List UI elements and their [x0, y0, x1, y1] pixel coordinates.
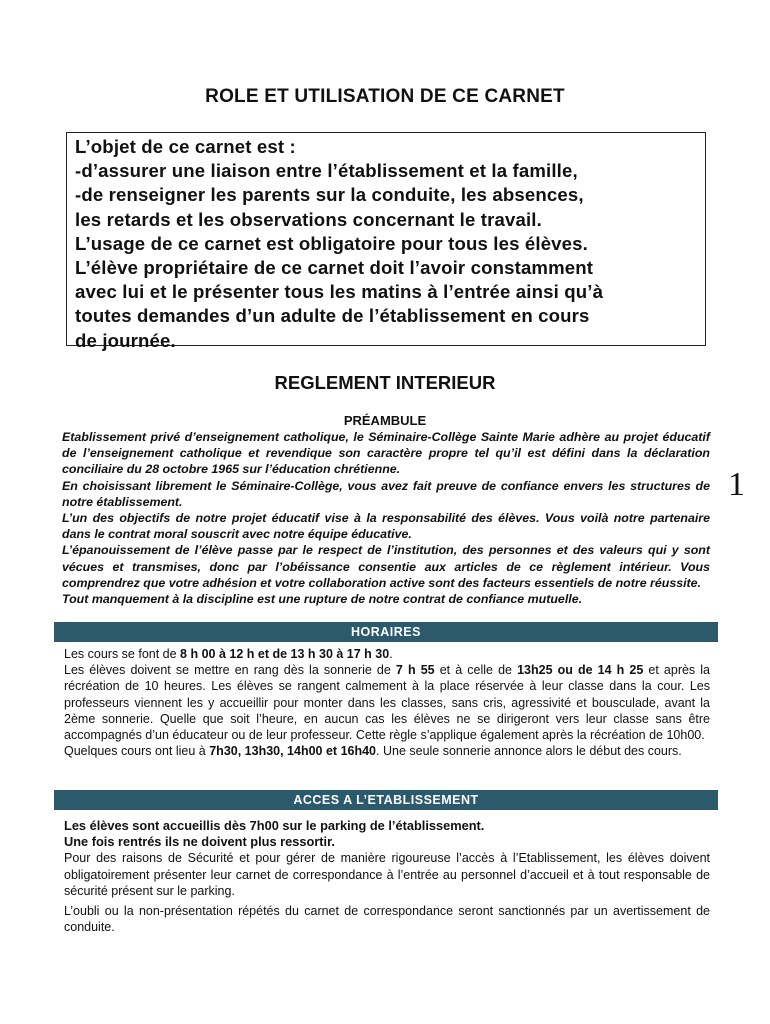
reglement-title: REGLEMENT INTERIEUR — [274, 372, 496, 393]
text-span: et à celle de — [434, 663, 518, 678]
horaires-heading: HORAIRES — [54, 622, 718, 642]
acces-paragraph: L’oubli ou la non-présentation répétés du carnet de correspondance seront sanctionnés par un avertissement de conduite. — [64, 904, 710, 935]
text-span: et après la récréation de 10 heures. Les élèves se rangent calmement à la place réservée à leur classe dans la cour. Les professeurs viennent les y accueillir pour monter dans les classes, sans cris, agressivité et bousculade, avant la 2ème sonnerie. Quelle que soit l’heure, en aucun cas les élèves ne se dirigeront vers leur classe sans être accompagnés d’un éducateur ou de leur professeur. Cette règle s’applique également après la récréation de 10h00. — [64, 663, 711, 743]
text-span: Quelques cours ont lieu à — [64, 744, 210, 759]
horaires-paragraph — [64, 646, 710, 662]
preambule-paragraph: Etablissement privé d’enseignement catholique, le Séminaire-Collège Sainte Marie adhère au projet éducatif de l’enseignement catholique et revendique son caractère propre tel qu’il est défini dans la déclaration conciliaire du 28 octobre 1965 sur l’éducation chrétienne. — [62, 430, 710, 477]
text-span: Les cours se font de — [64, 647, 181, 661]
horaires-paragraph — [64, 743, 710, 759]
horaires-section — [64, 646, 710, 759]
text-span: . Une seule sonnerie annonce alors le début des cours. — [376, 744, 682, 759]
preambule-paragraph: L’épanouissement de l’élève passe par le respect de l’institution, des personnes et des valeurs qui y sont vécues et transmises, donc par l’obéissance consentie aux articles de ce règlement intérieur. Vous comprendrez que votre adhésion et votre collaboration active sont des facteurs essentiels de notre réussite. — [62, 543, 710, 590]
intro-line: L’élève propriétaire de ce carnet doit l’avoir constamment — [75, 257, 594, 279]
acces-bold-line: Les élèves sont accueillis dès 7h00 sur le parking de l’établissement. — [64, 818, 485, 833]
intro-line: de journée. — [75, 329, 176, 351]
horaires-paragraph — [64, 662, 710, 743]
intro-box — [66, 132, 706, 351]
bold-span: 8 h 00 à 12 h et de 13 h 30 à 17 h 30 — [180, 647, 390, 661]
acces-paragraph: Pour des raisons de Sécurité et pour gérer de manière rigoureuse l’accès à l’Etablissement, les élèves doivent obligatoirement présenter leur carnet de correspondance à l’entrée au personnel d’accueil et à tout responsable de sécurité présent sur le parking. — [64, 851, 710, 898]
acces-section — [64, 818, 710, 935]
page-number: 1 — [728, 466, 745, 503]
intro-line: avec lui et le présenter tous les matins à l’entrée ainsi qu’à — [75, 281, 604, 303]
text-span: Les élèves doivent se mettre en rang dès la sonnerie de — [64, 663, 396, 678]
preambule-paragraph: Tout manquement à la discipline est une rupture de notre contrat de confiance mutuelle. — [62, 592, 583, 607]
intro-line: les retards et les observations concernant le travail. — [75, 208, 542, 230]
bold-span: 7h30, 13h30, 14h00 et 16h40 — [209, 744, 377, 759]
text-span: . — [389, 647, 393, 661]
bold-span: 7 h 55 — [395, 663, 435, 678]
intro-line: -de renseigner les parents sur la conduite, les absences, — [75, 184, 584, 206]
intro-line: L’objet de ce carnet est : — [75, 136, 296, 157]
preambule-paragraph: En choisissant librement le Séminaire-Collège, vous avez fait preuve de confiance envers les structures de notre établissement. — [62, 478, 710, 509]
intro-line: L’usage de ce carnet est obligatoire pour tous les élèves. — [75, 232, 588, 254]
bold-span: 13h25 ou de 14 h 25 — [517, 663, 644, 678]
preambule-heading: PRÉAMBULE — [343, 413, 427, 428]
acces-bold-line: Une fois rentrés ils ne doivent plus ressortir. — [64, 834, 335, 850]
acces-heading: ACCES A L’ETABLISSEMENT — [54, 790, 718, 810]
intro-line: toutes demandes d’un adulte de l’établissement en cours — [75, 305, 590, 327]
preambule-paragraph: L’un des objectifs de notre projet éducatif vise à la responsabilité des élèves. Vous voilà notre partenaire dans le contrat moral souscrit avec notre équipe éducative. — [62, 511, 710, 542]
intro-line: -d’assurer une liaison entre l’établissement et la famille, — [75, 160, 578, 182]
page-title: ROLE ET UTILISATION DE CE CARNET — [205, 86, 565, 107]
preambule-text — [62, 429, 710, 607]
